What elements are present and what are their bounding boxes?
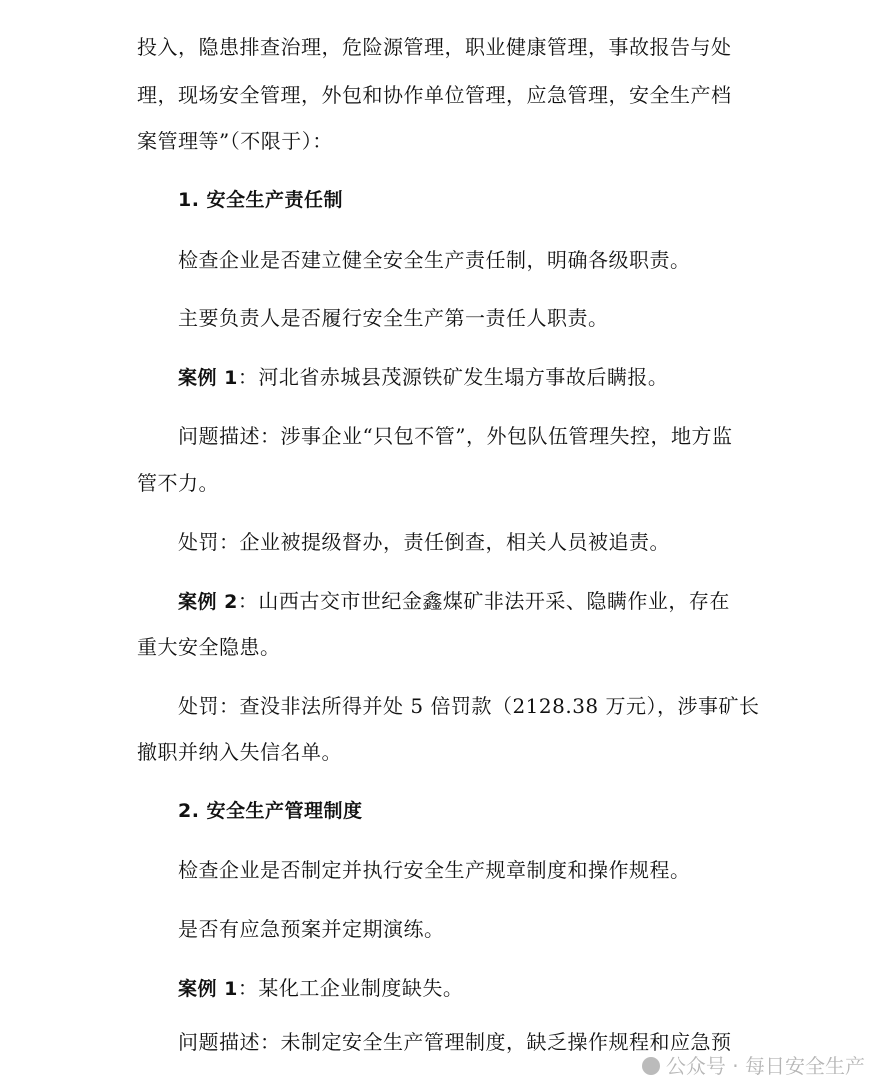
case-label: 案例 1 — [178, 367, 238, 389]
section-2-paragraph-2: 是否有应急预案并定期演练。 — [178, 917, 445, 941]
section-2-case-1 — [178, 976, 463, 1001]
section-2-case-1-problem: 问题描述：未制定安全生产管理制度，缺乏操作规程和应急预 — [178, 1030, 732, 1054]
case-label: 案例 1 — [178, 978, 238, 1000]
case-text: ：河北省赤城县茂源铁矿发生塌方事故后瞒报。 — [237, 365, 669, 389]
section-2-heading: 2. 安全生产管理制度 — [178, 800, 363, 822]
intro-line-2: 理，现场安全管理，外包和协作单位管理，应急管理，安全生产档 — [137, 83, 732, 107]
case-1-problem-line-2: 管不力。 — [137, 471, 219, 495]
section-1-case-1 — [178, 365, 668, 390]
case-2-penalty-line-2: 撤职并纳入失信名单。 — [137, 740, 342, 764]
case-2-text-line-2: 重大安全隐患。 — [137, 635, 281, 659]
case-text: ：山西古交市世纪金鑫煤矿非法开采、隐瞒作业，存在 — [237, 589, 730, 613]
section-1-heading: 1. 安全生产责任制 — [178, 189, 344, 211]
section-1-paragraph-2: 主要负责人是否履行安全生产第一责任人职责。 — [178, 306, 609, 330]
case-text: ：某化工企业制度缺失。 — [237, 976, 464, 1000]
case-1-penalty: 处罚：企业被提级督办，责任倒查，相关人员被追责。 — [178, 530, 670, 554]
wechat-icon — [642, 1057, 660, 1075]
section-2-paragraph-1: 检查企业是否制定并执行安全生产规章制度和操作规程。 — [178, 858, 691, 882]
intro-line-1: 投入，隐患排查治理，危险源管理，职业健康管理，事故报告与处 — [137, 35, 732, 59]
watermark-text: 公众号 · 每日安全生产 — [665, 1054, 865, 1078]
case-1-problem-line-1: 问题描述：涉事企业“只包不管”，外包队伍管理失控，地方监 — [178, 424, 733, 448]
case-2-penalty-line-1: 处罚：查没非法所得并处 5 倍罚款（2128.38 万元），涉事矿长 — [178, 694, 760, 718]
section-1-paragraph-1: 检查企业是否建立健全安全生产责任制，明确各级职责。 — [178, 248, 691, 272]
section-1-case-2 — [178, 589, 730, 614]
intro-line-3: 案管理等”（不限于）： — [137, 129, 333, 153]
watermark — [642, 1056, 865, 1076]
case-label: 案例 2 — [178, 591, 238, 613]
